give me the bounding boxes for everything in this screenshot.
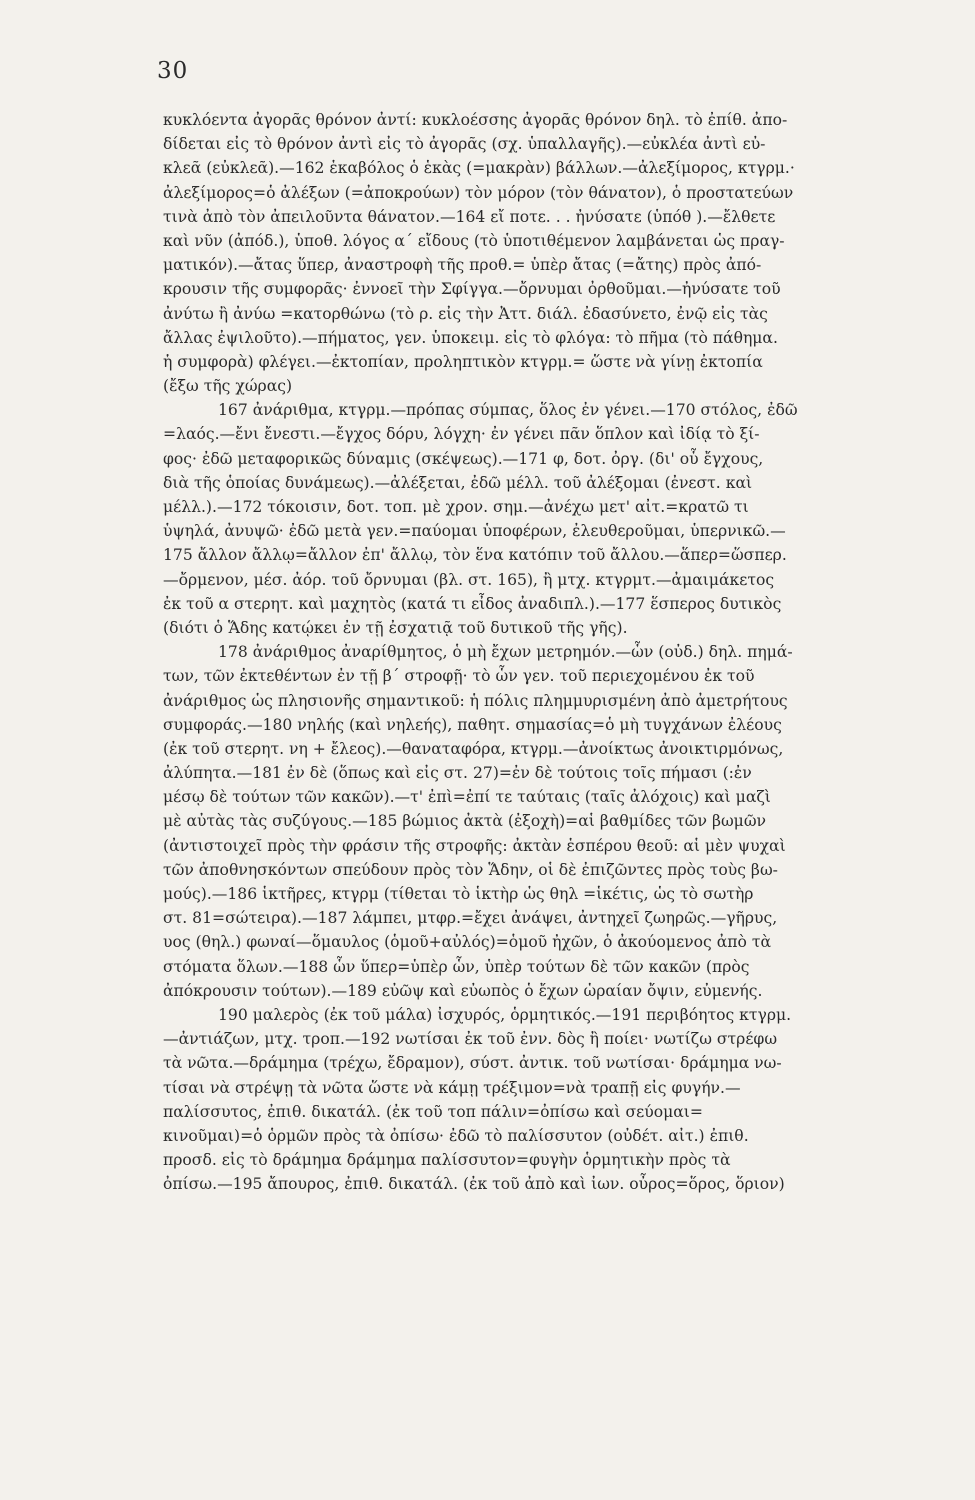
text-line: ἀπόκρουσιν τούτων).—189 εὐῶψ καὶ εὐωπὸς ὁ ἔχων ὡραίαν ὄψιν, εὐμενής. (163, 981, 763, 1000)
paragraph-start-line: 167 ἀνάριθμα, κτγρμ.—πρόπας σύμπας, ὅλος ἐν γένει.—170 στόλος, ἐδῶ (218, 401, 798, 420)
text-line: μέσῳ δὲ τούτων τῶν κακῶν).—τ' ἐπὶ=ἐπί τε ταύταις (ταῖς ἀλόχοις) καὶ μαζὶ (163, 788, 771, 807)
page-number: 30 (157, 58, 189, 84)
text-line: υος (θηλ.) φωναί—ὅμαυλος (ὁμοῦ+αὐλός)=ὁμοῦ ἠχῶν, ὁ ἀκούομενος ἀπὸ τὰ (163, 933, 771, 952)
text-line: κλεᾶ (εὐκλεᾶ).—162 ἑκαβόλος ὁ ἑκὰς (=μακρὰν) βάλλων.—ἀλεξίμορος, κτγρμ.· (163, 159, 795, 178)
text-line: τῶν ἀποθνησκόντων σπεύδουν πρὸς τὸν Ἅδην, οἱ δὲ ἐπιζῶντες πρὸς τοὺς βω- (163, 860, 778, 879)
text-line: τίσαι νὰ στρέψῃ τὰ νῶτα ὥστε νὰ κάμῃ τρέξιμον=νὰ τραπῇ εἰς φυγήν.— (163, 1078, 741, 1097)
text-line: μούς).—186 ἱκτῆρες, κτγρμ (τίθεται τὸ ἱκτὴρ ὡς θηλ =ἱκέτις, ὡς τὸ σωτὴρ (163, 885, 754, 903)
text-line: ἐκ τοῦ α στερητ. καὶ μαχητὸς (κατά τι εἶδος ἀναδιπλ.).—177 ἕσπερος δυτικὸς (163, 594, 782, 613)
text-line: ὑψηλά, ἀνυψῶ· ἐδῶ μετὰ γεν.=παύομαι ὑποφέρων, ἐλευθεροῦμαι, ὑπερνικῶ.— (163, 522, 786, 541)
text-line: ἀλύπητα.—181 ἐν δὲ (ὅπως καὶ εἰς στ. 27)=ἐν δὲ τούτοις τοῖς πήμασι (:ἐν (163, 764, 752, 783)
text-line: στόματα ὅλων.—188 ὧν ὕπερ=ὑπὲρ ὧν, ὑπὲρ τούτων δὲ τῶν κακῶν (πρὸς (163, 957, 750, 976)
text-line: ἀνύτω ἢ ἀνύω =κατορθώνω (τὸ ρ. εἰς τὴν Ἀττ. διάλ. ἐδασύνετο, ἐνῷ εἰς τὰς (163, 304, 768, 323)
text-line: ματικόν).—ἄτας ὕπερ, ἀναστροφὴ τῆς προθ.= ὑπὲρ ἄτας (=ἄτης) πρὸς ἀπό- (163, 256, 762, 275)
commentary-text (163, 108, 853, 1196)
text-line: στ. 81=σώτειρα).—187 λάμπει, μτφρ.=ἔχει ἀνάψει, ἀντηχεῖ ζωηρῶς.—γῆρυς, (163, 909, 778, 928)
text-line: τινὰ ἀπὸ τὸν ἀπειλοῦντα θάνατον.—164 εἴ ποτε. . . ἠνύσατε (ὑπόθ ).—ἔλθετε (163, 207, 776, 226)
text-line: φος· ἐδῶ μεταφορικῶς δύναμις (σκέψεως).—171 φ, δοτ. ὀργ. (δι' οὗ ἔγχους, (163, 449, 764, 468)
text-line: (διότι ὁ Ἅδης κατῴκει ἐν τῇ ἐσχατιᾷ τοῦ δυτικοῦ τῆς γῆς). (163, 618, 628, 637)
text-line: κινοῦμαι)=ὁ ὁρμῶν πρὸς τὰ ὀπίσω· ἐδῶ τὸ παλίσσυτον (οὐδέτ. αἰτ.) ἐπιθ. (163, 1126, 749, 1145)
text-line: (ἐκ τοῦ στερητ. νη + ἔλεος).—θαναταφόρα, κτγρμ.—ἀνοίκτως ἀνοικτιρμόνως, (163, 739, 784, 758)
text-line: διὰ τῆς ὁποίας δυνάμεως).—ἀλέξεται, ἐδῶ μέλλ. τοῦ ἀλέξομαι (ἐνεστ. καὶ (163, 473, 753, 492)
text-line: 175 ἄλλον ἄλλῳ=ἄλλον ἐπ' ἄλλῳ, τὸν ἕνα κατόπιν τοῦ ἄλλου.—ἅπερ=ὥσπερ. (163, 546, 787, 565)
text-line: (ἀντιστοιχεῖ πρὸς τὴν φράσιν τῆς στροφῆς: ἀκτὰν ἑσπέρου θεοῦ: αἱ μὲν ψυχαὶ (163, 836, 786, 855)
text-line: παλίσσυτος, ἐπιθ. δικατάλ. (ἐκ τοῦ τοπ πάλιν=ὀπίσω καὶ σεύομαι= (163, 1102, 703, 1121)
text-line: καὶ νῦν (ἀπόδ.), ὑποθ. λόγος α΄ εἴδους (τὸ ὑποτιθέμενον λαμβάνεται ὡς πραγ- (163, 231, 785, 250)
text-line: μὲ αὐτὰς τὰς συζύγους.—185 βώμιος ἀκτὰ (ἐξοχὴ)=αἱ βαθμίδες τῶν βωμῶν (163, 812, 767, 831)
text-line: προσδ. εἰς τὸ δράμημα δράμημα παλίσσυτον=φυγὴν ὁρμητικὴν πρὸς τὰ (163, 1151, 731, 1170)
text-line: των, τῶν ἐκτεθέντων ἐν τῇ β΄ στροφῇ· τὸ ὧν γεν. τοῦ περιεχομένου ἐκ τοῦ (163, 667, 755, 686)
text-line: ἡ συμφορὰ) φλέγει.—ἐκτοπίαν, προληπτικὸν κτγρμ.= ὥστε νὰ γίνῃ ἐκτοπία (163, 352, 763, 371)
text-line: ἀλεξίμορος=ὁ ἀλέξων (=ἀποκρούων) τὸν μόρον (τὸν θάνατον), ὁ προστατεύων (163, 183, 794, 202)
text-line: κρουσιν τῆς συμφορᾶς· ἐννοεῖ τὴν Σφίγγα.—ὄρνυμαι ὀρθοῦμαι.—ἠνύσατε τοῦ (163, 280, 781, 299)
text-line: μέλλ.).—172 τόκοισιν, δοτ. τοπ. μὲ χρον. σημ.—ἀνέχω μετ' αἰτ.=κρατῶ τι (163, 498, 749, 516)
text-line: —ὄρμενον, μέσ. ἀόρ. τοῦ ὄρνυμαι (βλ. στ. 165), ἢ μτχ. κτγρμτ.—ἀμαιμάκετος (163, 570, 775, 589)
text-line: ἀνάριθμος ὡς πλησιονῆς σημαντικοῦ: ἡ πόλις πλημμυρισμένη ἀπὸ ἀμετρήτους (163, 691, 788, 710)
paragraph-start-line: 178 ἀνάριθμος ἀναρίθμητος, ὁ μὴ ἔχων μετρημόν.—ὧν (οὐδ.) δηλ. πημά- (218, 643, 793, 662)
paragraph-start-line: 190 μαλερὸς (ἐκ τοῦ μάλα) ἰσχυρός, ὁρμητικός.—191 περιβόητος κτγρμ. (218, 1005, 792, 1024)
text-line: κυκλόεντα ἀγορᾶς θρόνον ἀντί: κυκλοέσσης ἀγορᾶς θρόνον δηλ. τὸ ἐπίθ. ἀπο- (163, 111, 788, 129)
text-line: συμφοράς.—180 νηλής (καὶ νηλεής), παθητ. σημασίας=ὁ μὴ τυγχάνων ἐλέους (163, 715, 782, 734)
text-line: δίδεται εἰς τὸ θρόνον ἀντὶ εἰς τὸ ἀγορᾶς (σχ. ὑπαλλαγῆς).—εὐκλέα ἀντὶ εὐ- (163, 135, 766, 154)
text-line: ἄλλας ἐψιλοῦτο).—πήματος, γεν. ὑποκειμ. εἰς τὸ φλόγα: τὸ πῆμα (τὸ πάθημα. (163, 328, 778, 347)
text-line: =λαός.—ἔνι ἔνεστι.—ἔγχος δόρυ, λόγχη· ἐν γένει πᾶν ὅπλον καὶ ἰδίᾳ τὸ ξί- (163, 425, 760, 444)
text-line: (ἔξω τῆς χώρας) (163, 377, 293, 396)
text-line: ὀπίσω.—195 ἄπουρος, ἐπιθ. δικατάλ. (ἐκ τοῦ ἀπὸ καὶ ἰων. οὖρος=ὅρος, ὅριον) (163, 1175, 785, 1194)
text-line: τὰ νῶτα.—δράμημα (τρέχω, ἔδραμον), σύστ. ἀντικ. τοῦ νωτίσαι· δράμημα νω- (163, 1054, 782, 1073)
text-line: —ἀντιάζων, μτχ. τροπ.—192 νωτίσαι ἐκ τοῦ ἐνν. δὸς ἢ ποίει· νωτίζω στρέφω (163, 1030, 778, 1049)
